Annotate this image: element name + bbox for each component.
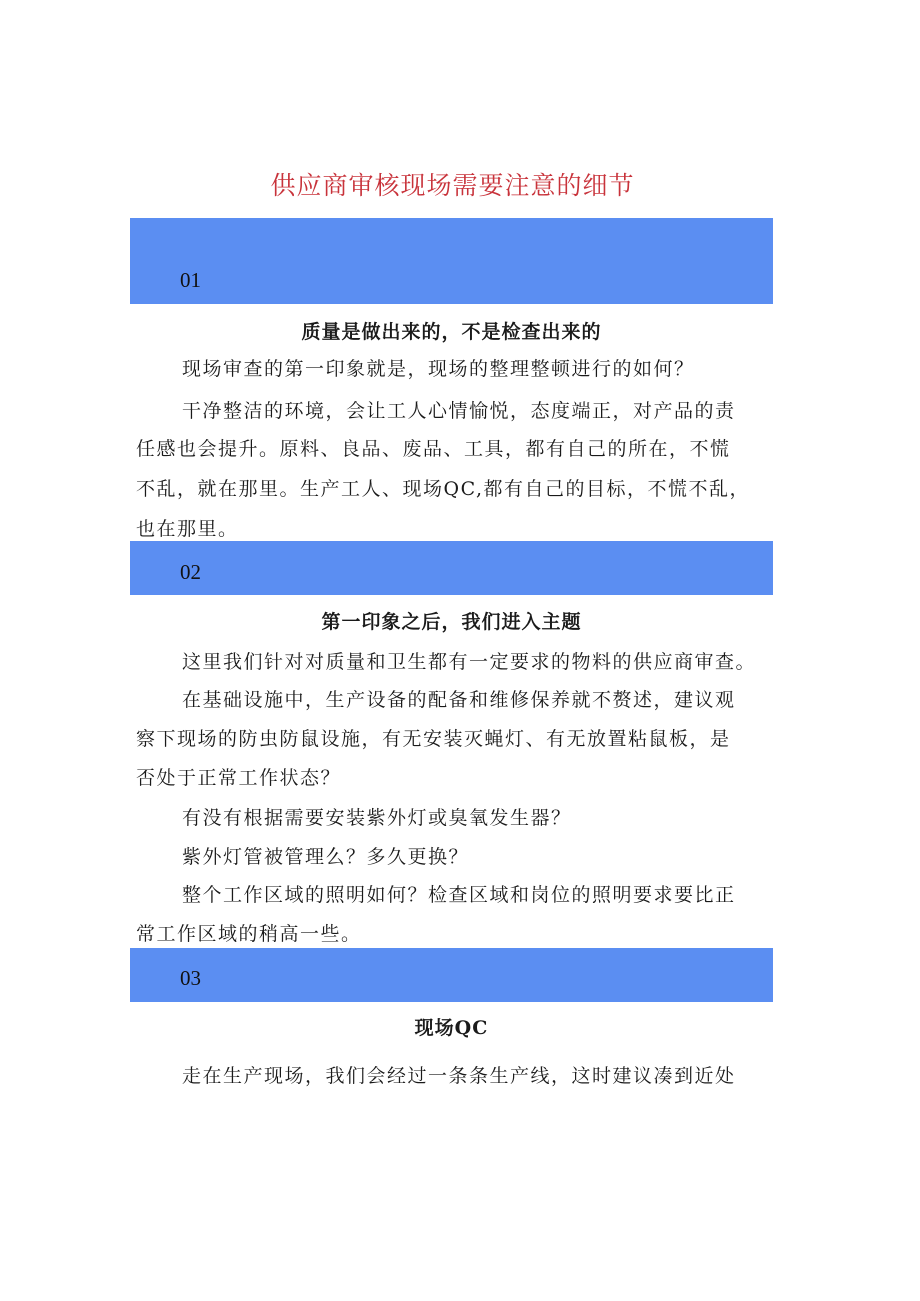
- section-band-01: [130, 218, 773, 304]
- paragraph-line: 现场审查的第一印象就是，现场的整理整顿进行的如何？: [182, 358, 695, 380]
- paragraph-line: 察下现场的防虫防鼠设施，有无安装灭蝇灯、有无放置粘鼠板，是: [136, 728, 731, 750]
- section-heading: 现场QC: [414, 1017, 489, 1039]
- paragraph-line: 不乱，就在那里。生产工人、现场QC,都有自己的目标，不慌不乱，: [136, 478, 750, 500]
- paragraph-line: 走在生产现场，我们会经过一条条生产线，这时建议凑到近处: [182, 1065, 736, 1087]
- section-number: 03: [180, 966, 201, 990]
- paragraph-line: 整个工作区域的照明如何？检查区域和岗位的照明要求要比正: [182, 884, 736, 906]
- section-heading: 第一印象之后，我们进入主题: [321, 611, 582, 633]
- paragraph-line: 紫外灯管被管理么？多久更换？: [182, 846, 470, 868]
- paragraph-line: 在基础设施中，生产设备的配备和维修保养就不赘述，建议观: [182, 689, 736, 711]
- paragraph-line: 否处于正常工作状态？: [136, 767, 342, 789]
- paragraph-line: 干净整洁的环境，会让工人心情愉悦，态度端正，对产品的责: [182, 400, 736, 422]
- paragraph-line: 也在那里。: [136, 518, 239, 540]
- section-band-03: [130, 948, 773, 1002]
- paragraph-line: 有没有根据需要安装紫外灯或臭氧发生器？: [182, 807, 572, 829]
- paragraph-line: 常工作区域的稍高一些。: [136, 923, 362, 945]
- paragraph-line: 任感也会提升。原料、良品、废品、工具，都有自己的所在，不慌: [136, 438, 731, 460]
- paragraph-line: 这里我们针对对质量和卫生都有一定要求的物料的供应商审查。: [182, 651, 757, 673]
- section-band-02: [130, 541, 773, 595]
- section-number: 02: [180, 560, 201, 584]
- section-heading: 质量是做出来的，不是检查出来的: [301, 321, 602, 343]
- page-title: 供应商审核现场需要注意的细节: [270, 171, 635, 200]
- section-number: 01: [180, 268, 201, 292]
